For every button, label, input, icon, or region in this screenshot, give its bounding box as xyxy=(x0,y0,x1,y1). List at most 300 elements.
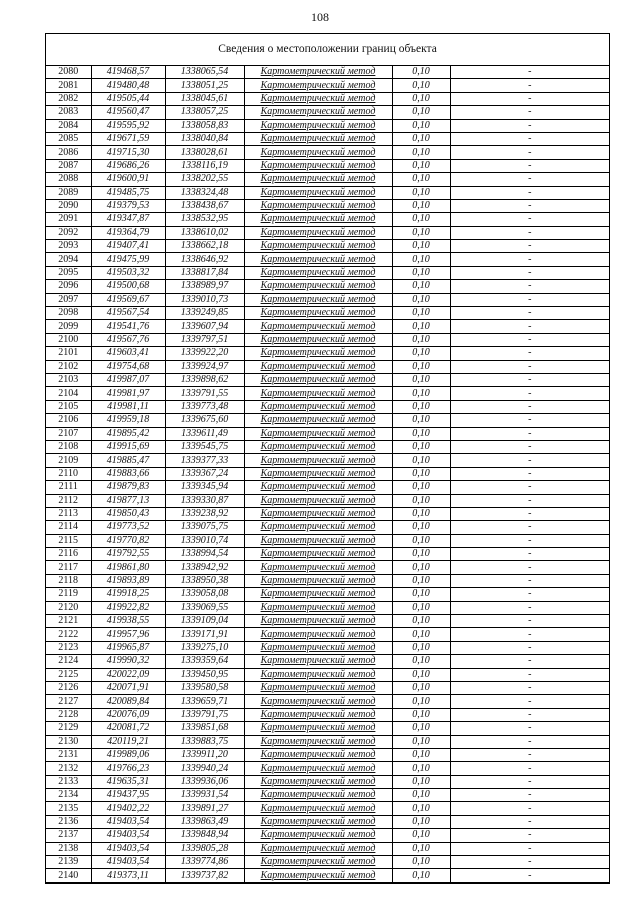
point-number-cell: 2085 xyxy=(46,132,91,145)
y-coordinate-cell: 1339791,55 xyxy=(165,387,244,400)
y-coordinate-cell: 1338646,92 xyxy=(165,253,244,266)
y-coordinate-cell: 1339898,62 xyxy=(165,373,244,386)
method-cell: Картометрический метод xyxy=(244,775,392,788)
description-cell: - xyxy=(450,815,609,828)
x-coordinate-cell: 419918,25 xyxy=(91,588,165,601)
description-cell: - xyxy=(450,534,609,547)
x-coordinate-cell: 419485,75 xyxy=(91,186,165,199)
x-coordinate-cell: 419635,31 xyxy=(91,775,165,788)
x-coordinate-cell: 419773,52 xyxy=(91,521,165,534)
accuracy-cell: 0,10 xyxy=(392,655,450,668)
description-cell: - xyxy=(450,561,609,574)
point-number-cell: 2101 xyxy=(46,347,91,360)
description-cell: - xyxy=(450,842,609,855)
method-cell: Картометрический метод xyxy=(244,561,392,574)
description-cell: - xyxy=(450,829,609,842)
table-row xyxy=(46,79,609,92)
method-cell: Картометрический метод xyxy=(244,347,392,360)
point-number-cell: 2109 xyxy=(46,454,91,467)
table-row xyxy=(46,173,609,186)
table-row xyxy=(46,815,609,828)
point-number-cell: 2118 xyxy=(46,574,91,587)
accuracy-cell: 0,10 xyxy=(392,106,450,119)
y-coordinate-cell: 1339659,71 xyxy=(165,695,244,708)
point-number-cell: 2082 xyxy=(46,92,91,105)
table-row xyxy=(46,333,609,346)
description-cell: - xyxy=(450,574,609,587)
accuracy-cell: 0,10 xyxy=(392,842,450,855)
x-coordinate-cell: 419600,91 xyxy=(91,173,165,186)
table-row xyxy=(46,467,609,480)
accuracy-cell: 0,10 xyxy=(392,534,450,547)
point-number-cell: 2093 xyxy=(46,240,91,253)
description-cell: - xyxy=(450,454,609,467)
point-number-cell: 2124 xyxy=(46,655,91,668)
method-cell: Картометрический метод xyxy=(244,293,392,306)
accuracy-cell: 0,10 xyxy=(392,615,450,628)
point-number-cell: 2140 xyxy=(46,869,91,882)
x-coordinate-cell: 419603,41 xyxy=(91,347,165,360)
point-number-cell: 2122 xyxy=(46,628,91,641)
table-row xyxy=(46,320,609,333)
point-number-cell: 2102 xyxy=(46,360,91,373)
accuracy-cell: 0,10 xyxy=(392,79,450,92)
method-cell: Картометрический метод xyxy=(244,735,392,748)
point-number-cell: 2128 xyxy=(46,708,91,721)
x-coordinate-cell: 420071,91 xyxy=(91,681,165,694)
point-number-cell: 2086 xyxy=(46,146,91,159)
point-number-cell: 2110 xyxy=(46,467,91,480)
point-number-cell: 2097 xyxy=(46,293,91,306)
description-cell: - xyxy=(450,722,609,735)
description-cell: - xyxy=(450,146,609,159)
point-number-cell: 2114 xyxy=(46,521,91,534)
y-coordinate-cell: 1338989,97 xyxy=(165,280,244,293)
method-cell: Картометрический метод xyxy=(244,789,392,802)
accuracy-cell: 0,10 xyxy=(392,320,450,333)
accuracy-cell: 0,10 xyxy=(392,199,450,212)
method-cell: Картометрический метод xyxy=(244,574,392,587)
y-coordinate-cell: 1339774,86 xyxy=(165,856,244,869)
table-row xyxy=(46,159,609,172)
x-coordinate-cell: 419475,99 xyxy=(91,253,165,266)
method-cell: Картометрический метод xyxy=(244,521,392,534)
description-cell: - xyxy=(450,293,609,306)
method-cell: Картометрический метод xyxy=(244,641,392,654)
point-number-cell: 2129 xyxy=(46,722,91,735)
x-coordinate-cell: 419957,96 xyxy=(91,628,165,641)
accuracy-cell: 0,10 xyxy=(392,829,450,842)
table-row xyxy=(46,186,609,199)
y-coordinate-cell: 1339171,91 xyxy=(165,628,244,641)
y-coordinate-cell: 1339675,60 xyxy=(165,414,244,427)
x-coordinate-cell: 419468,57 xyxy=(91,66,165,79)
y-coordinate-cell: 1339359,64 xyxy=(165,655,244,668)
point-number-cell: 2113 xyxy=(46,507,91,520)
point-number-cell: 2111 xyxy=(46,481,91,494)
point-number-cell: 2126 xyxy=(46,681,91,694)
x-coordinate-cell: 419861,80 xyxy=(91,561,165,574)
accuracy-cell: 0,10 xyxy=(392,159,450,172)
accuracy-cell: 0,10 xyxy=(392,280,450,293)
method-cell: Картометрический метод xyxy=(244,186,392,199)
point-number-cell: 2132 xyxy=(46,762,91,775)
y-coordinate-cell: 1339069,55 xyxy=(165,601,244,614)
table-row xyxy=(46,400,609,413)
method-cell: Картометрический метод xyxy=(244,548,392,561)
description-cell: - xyxy=(450,186,609,199)
y-coordinate-cell: 1338817,84 xyxy=(165,266,244,279)
y-coordinate-cell: 1339891,27 xyxy=(165,802,244,815)
x-coordinate-cell: 420022,09 xyxy=(91,668,165,681)
method-cell: Картометрический метод xyxy=(244,802,392,815)
accuracy-cell: 0,10 xyxy=(392,601,450,614)
y-coordinate-cell: 1339607,94 xyxy=(165,320,244,333)
x-coordinate-cell: 419893,89 xyxy=(91,574,165,587)
accuracy-cell: 0,10 xyxy=(392,789,450,802)
description-cell: - xyxy=(450,655,609,668)
y-coordinate-cell: 1339249,85 xyxy=(165,307,244,320)
table-row xyxy=(46,601,609,614)
method-cell: Картометрический метод xyxy=(244,173,392,186)
description-cell: - xyxy=(450,789,609,802)
table-row xyxy=(46,66,609,79)
table-row xyxy=(46,213,609,226)
table-row xyxy=(46,253,609,266)
table-row xyxy=(46,266,609,279)
point-number-cell: 2094 xyxy=(46,253,91,266)
description-cell: - xyxy=(450,173,609,186)
point-number-cell: 2123 xyxy=(46,641,91,654)
description-cell: - xyxy=(450,521,609,534)
description-cell: - xyxy=(450,481,609,494)
x-coordinate-cell: 419503,32 xyxy=(91,266,165,279)
table-row xyxy=(46,561,609,574)
description-cell: - xyxy=(450,240,609,253)
accuracy-cell: 0,10 xyxy=(392,132,450,145)
method-cell: Картометрический метод xyxy=(244,762,392,775)
point-number-cell: 2130 xyxy=(46,735,91,748)
y-coordinate-cell: 1338045,61 xyxy=(165,92,244,105)
accuracy-cell: 0,10 xyxy=(392,440,450,453)
table-row xyxy=(46,92,609,105)
table-row xyxy=(46,226,609,239)
y-coordinate-cell: 1339275,10 xyxy=(165,641,244,654)
description-cell: - xyxy=(450,92,609,105)
accuracy-cell: 0,10 xyxy=(392,802,450,815)
description-cell: - xyxy=(450,440,609,453)
accuracy-cell: 0,10 xyxy=(392,521,450,534)
method-cell: Картометрический метод xyxy=(244,454,392,467)
table-row xyxy=(46,628,609,641)
x-coordinate-cell: 419379,53 xyxy=(91,199,165,212)
accuracy-cell: 0,10 xyxy=(392,748,450,761)
point-number-cell: 2104 xyxy=(46,387,91,400)
method-cell: Картометрический метод xyxy=(244,266,392,279)
x-coordinate-cell: 419595,92 xyxy=(91,119,165,132)
x-coordinate-cell: 419480,48 xyxy=(91,79,165,92)
coordinates-table-body xyxy=(46,66,609,882)
table-row xyxy=(46,641,609,654)
method-cell: Картометрический метод xyxy=(244,601,392,614)
accuracy-cell: 0,10 xyxy=(392,561,450,574)
description-cell: - xyxy=(450,213,609,226)
y-coordinate-cell: 1338950,38 xyxy=(165,574,244,587)
point-number-cell: 2117 xyxy=(46,561,91,574)
point-number-cell: 2095 xyxy=(46,266,91,279)
method-cell: Картометрический метод xyxy=(244,681,392,694)
y-coordinate-cell: 1339377,33 xyxy=(165,454,244,467)
method-cell: Картометрический метод xyxy=(244,856,392,869)
point-number-cell: 2135 xyxy=(46,802,91,815)
method-cell: Картометрический метод xyxy=(244,695,392,708)
x-coordinate-cell: 419987,07 xyxy=(91,373,165,386)
method-cell: Картометрический метод xyxy=(244,427,392,440)
point-number-cell: 2134 xyxy=(46,789,91,802)
point-number-cell: 2087 xyxy=(46,159,91,172)
method-cell: Картометрический метод xyxy=(244,414,392,427)
method-cell: Картометрический метод xyxy=(244,387,392,400)
point-number-cell: 2081 xyxy=(46,79,91,92)
method-cell: Картометрический метод xyxy=(244,668,392,681)
x-coordinate-cell: 419403,54 xyxy=(91,815,165,828)
x-coordinate-cell: 419373,11 xyxy=(91,869,165,882)
table-row xyxy=(46,427,609,440)
table-row xyxy=(46,494,609,507)
y-coordinate-cell: 1339330,87 xyxy=(165,494,244,507)
accuracy-cell: 0,10 xyxy=(392,869,450,882)
x-coordinate-cell: 419754,68 xyxy=(91,360,165,373)
y-coordinate-cell: 1338028,61 xyxy=(165,146,244,159)
method-cell: Картометрический метод xyxy=(244,842,392,855)
accuracy-cell: 0,10 xyxy=(392,266,450,279)
method-cell: Картометрический метод xyxy=(244,400,392,413)
point-number-cell: 2107 xyxy=(46,427,91,440)
coordinates-table xyxy=(46,66,609,883)
x-coordinate-cell: 419347,87 xyxy=(91,213,165,226)
description-cell: - xyxy=(450,507,609,520)
accuracy-cell: 0,10 xyxy=(392,815,450,828)
description-cell: - xyxy=(450,775,609,788)
method-cell: Картометрический метод xyxy=(244,708,392,721)
x-coordinate-cell: 419715,30 xyxy=(91,146,165,159)
y-coordinate-cell: 1339922,20 xyxy=(165,347,244,360)
point-number-cell: 2127 xyxy=(46,695,91,708)
page-number: 108 xyxy=(311,10,329,24)
table-row xyxy=(46,869,609,882)
accuracy-cell: 0,10 xyxy=(392,347,450,360)
y-coordinate-cell: 1339058,08 xyxy=(165,588,244,601)
table-row xyxy=(46,668,609,681)
table-row xyxy=(46,708,609,721)
table-row xyxy=(46,106,609,119)
y-coordinate-cell: 1339010,74 xyxy=(165,534,244,547)
table-row xyxy=(46,775,609,788)
y-coordinate-cell: 1339109,04 xyxy=(165,615,244,628)
description-cell: - xyxy=(450,159,609,172)
y-coordinate-cell: 1338051,25 xyxy=(165,79,244,92)
y-coordinate-cell: 1339580,58 xyxy=(165,681,244,694)
y-coordinate-cell: 1339911,20 xyxy=(165,748,244,761)
y-coordinate-cell: 1339851,68 xyxy=(165,722,244,735)
y-coordinate-cell: 1339345,94 xyxy=(165,481,244,494)
y-coordinate-cell: 1338057,25 xyxy=(165,106,244,119)
x-coordinate-cell: 420089,84 xyxy=(91,695,165,708)
point-number-cell: 2100 xyxy=(46,333,91,346)
x-coordinate-cell: 419407,41 xyxy=(91,240,165,253)
point-number-cell: 2089 xyxy=(46,186,91,199)
point-number-cell: 2116 xyxy=(46,548,91,561)
x-coordinate-cell: 419981,97 xyxy=(91,387,165,400)
accuracy-cell: 0,10 xyxy=(392,213,450,226)
table-row xyxy=(46,681,609,694)
x-coordinate-cell: 419403,54 xyxy=(91,856,165,869)
x-coordinate-cell: 419938,55 xyxy=(91,615,165,628)
x-coordinate-cell: 419364,79 xyxy=(91,226,165,239)
point-number-cell: 2125 xyxy=(46,668,91,681)
description-cell: - xyxy=(450,467,609,480)
x-coordinate-cell: 419990,32 xyxy=(91,655,165,668)
method-cell: Картометрический метод xyxy=(244,588,392,601)
table-row xyxy=(46,507,609,520)
accuracy-cell: 0,10 xyxy=(392,387,450,400)
accuracy-cell: 0,10 xyxy=(392,454,450,467)
method-cell: Картометрический метод xyxy=(244,628,392,641)
y-coordinate-cell: 1339791,75 xyxy=(165,708,244,721)
table-row xyxy=(46,119,609,132)
accuracy-cell: 0,10 xyxy=(392,507,450,520)
x-coordinate-cell: 419766,23 xyxy=(91,762,165,775)
accuracy-cell: 0,10 xyxy=(392,856,450,869)
description-cell: - xyxy=(450,615,609,628)
point-number-cell: 2133 xyxy=(46,775,91,788)
description-cell: - xyxy=(450,79,609,92)
table-row xyxy=(46,842,609,855)
y-coordinate-cell: 1339611,49 xyxy=(165,427,244,440)
accuracy-cell: 0,10 xyxy=(392,66,450,79)
method-cell: Картометрический метод xyxy=(244,240,392,253)
method-cell: Картометрический метод xyxy=(244,722,392,735)
y-coordinate-cell: 1339863,49 xyxy=(165,815,244,828)
point-number-cell: 2096 xyxy=(46,280,91,293)
table-row xyxy=(46,748,609,761)
description-cell: - xyxy=(450,106,609,119)
accuracy-cell: 0,10 xyxy=(392,762,450,775)
description-cell: - xyxy=(450,253,609,266)
method-cell: Картометрический метод xyxy=(244,226,392,239)
point-number-cell: 2090 xyxy=(46,199,91,212)
x-coordinate-cell: 419403,54 xyxy=(91,829,165,842)
table-row xyxy=(46,280,609,293)
x-coordinate-cell: 419895,42 xyxy=(91,427,165,440)
point-number-cell: 2091 xyxy=(46,213,91,226)
method-cell: Картометрический метод xyxy=(244,815,392,828)
table-row xyxy=(46,789,609,802)
y-coordinate-cell: 1338116,19 xyxy=(165,159,244,172)
accuracy-cell: 0,10 xyxy=(392,333,450,346)
x-coordinate-cell: 419567,76 xyxy=(91,333,165,346)
table-row xyxy=(46,802,609,815)
point-number-cell: 2103 xyxy=(46,373,91,386)
description-cell: - xyxy=(450,427,609,440)
accuracy-cell: 0,10 xyxy=(392,681,450,694)
x-coordinate-cell: 419959,18 xyxy=(91,414,165,427)
boundary-table-sheet xyxy=(45,33,610,884)
description-cell: - xyxy=(450,414,609,427)
table-row xyxy=(46,574,609,587)
method-cell: Картометрический метод xyxy=(244,440,392,453)
y-coordinate-cell: 1338065,54 xyxy=(165,66,244,79)
x-coordinate-cell: 419500,68 xyxy=(91,280,165,293)
method-cell: Картометрический метод xyxy=(244,199,392,212)
description-cell: - xyxy=(450,628,609,641)
point-number-cell: 2105 xyxy=(46,400,91,413)
x-coordinate-cell: 419437,95 xyxy=(91,789,165,802)
y-coordinate-cell: 1338438,67 xyxy=(165,199,244,212)
method-cell: Картометрический метод xyxy=(244,467,392,480)
description-cell: - xyxy=(450,280,609,293)
accuracy-cell: 0,10 xyxy=(392,92,450,105)
accuracy-cell: 0,10 xyxy=(392,414,450,427)
x-coordinate-cell: 419403,54 xyxy=(91,842,165,855)
accuracy-cell: 0,10 xyxy=(392,735,450,748)
table-row xyxy=(46,307,609,320)
point-number-cell: 2131 xyxy=(46,748,91,761)
method-cell: Картометрический метод xyxy=(244,106,392,119)
accuracy-cell: 0,10 xyxy=(392,548,450,561)
method-cell: Картометрический метод xyxy=(244,146,392,159)
description-cell: - xyxy=(450,668,609,681)
description-cell: - xyxy=(450,373,609,386)
accuracy-cell: 0,10 xyxy=(392,119,450,132)
x-coordinate-cell: 419915,69 xyxy=(91,440,165,453)
y-coordinate-cell: 1339545,75 xyxy=(165,440,244,453)
description-cell: - xyxy=(450,695,609,708)
accuracy-cell: 0,10 xyxy=(392,641,450,654)
y-coordinate-cell: 1339883,75 xyxy=(165,735,244,748)
point-number-cell: 2108 xyxy=(46,440,91,453)
method-cell: Картометрический метод xyxy=(244,507,392,520)
table-row xyxy=(46,655,609,668)
y-coordinate-cell: 1339924,97 xyxy=(165,360,244,373)
method-cell: Картометрический метод xyxy=(244,320,392,333)
method-cell: Картометрический метод xyxy=(244,481,392,494)
x-coordinate-cell: 419686,26 xyxy=(91,159,165,172)
point-number-cell: 2119 xyxy=(46,588,91,601)
y-coordinate-cell: 1339848,94 xyxy=(165,829,244,842)
description-cell: - xyxy=(450,347,609,360)
accuracy-cell: 0,10 xyxy=(392,146,450,159)
accuracy-cell: 0,10 xyxy=(392,307,450,320)
accuracy-cell: 0,10 xyxy=(392,494,450,507)
y-coordinate-cell: 1338942,92 xyxy=(165,561,244,574)
point-number-cell: 2136 xyxy=(46,815,91,828)
description-cell: - xyxy=(450,199,609,212)
x-coordinate-cell: 419883,66 xyxy=(91,467,165,480)
point-number-cell: 2099 xyxy=(46,320,91,333)
description-cell: - xyxy=(450,641,609,654)
accuracy-cell: 0,10 xyxy=(392,775,450,788)
x-coordinate-cell: 419850,43 xyxy=(91,507,165,520)
x-coordinate-cell: 419671,59 xyxy=(91,132,165,145)
accuracy-cell: 0,10 xyxy=(392,173,450,186)
table-row xyxy=(46,454,609,467)
description-cell: - xyxy=(450,762,609,775)
method-cell: Картометрический метод xyxy=(244,373,392,386)
method-cell: Картометрический метод xyxy=(244,360,392,373)
table-row xyxy=(46,146,609,159)
y-coordinate-cell: 1339773,48 xyxy=(165,400,244,413)
